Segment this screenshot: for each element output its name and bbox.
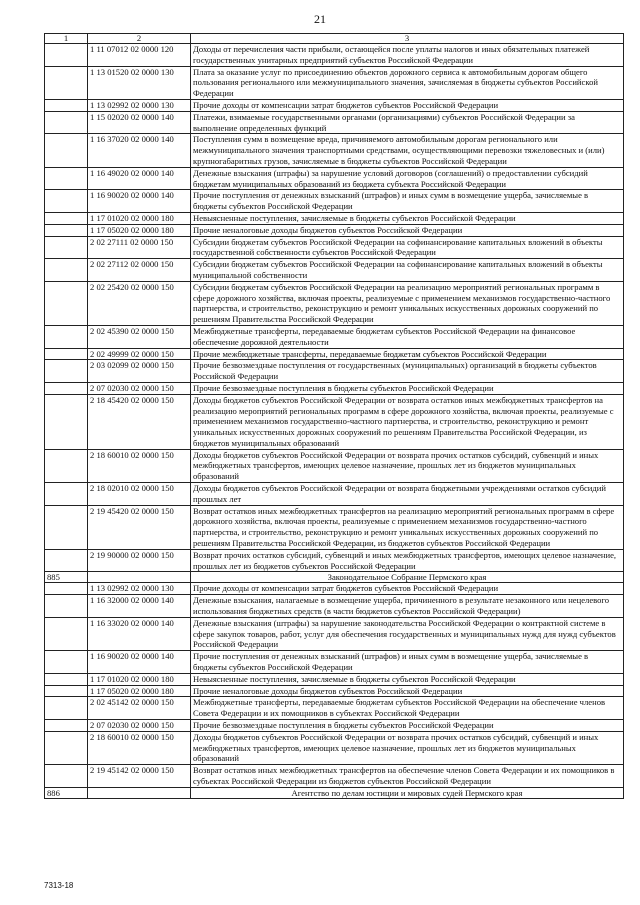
revenue-name: Денежные взыскания, налагаемые в возмещение ущерба, причиненного в результате незаконного или нецелевого использования бюджетных средств (в части бюджетов субъектов Российской Федерации) [191,595,624,618]
empty-code-cell [88,572,191,583]
revenue-name: Возврат прочих остатков субсидий, субвенций и иных межбюджетных трансфертов, имеющих целевое назначение, прошлых лет из бюджетов субъектов Российской Федерации [191,549,624,572]
admin-code-cell [45,360,88,383]
revenue-code: 2 02 25420 02 0000 150 [88,281,191,325]
empty-code-cell [88,787,191,798]
revenue-name: Доходы бюджетов субъектов Российской Федерации от возврата прочих остатков субсидий, субвенций и иных межбюджетных трансфертов, имеющих целевое назначение, прошлых лет из бюджетов муниципальных образований [191,731,624,764]
table-row [45,765,624,788]
admin-code-cell [45,224,88,236]
admin-code-cell [45,212,88,224]
admin-code-cell [45,505,88,549]
revenue-code: 1 16 33020 02 0000 140 [88,617,191,650]
revenue-code: 2 18 60010 02 0000 150 [88,731,191,764]
revenue-code: 2 18 02010 02 0000 150 [88,483,191,506]
table-row [45,167,624,190]
revenue-code: 2 02 27111 02 0000 150 [88,236,191,259]
revenue-name: Субсидии бюджетам субъектов Российской Федерации на софинансирование капитальных вложений в объекты муниципальной собственности [191,259,624,282]
admin-code-cell [45,595,88,618]
table-row [45,720,624,732]
administrator-title: Агентство по делам юстиции и мировых судей Пермского края [191,787,624,798]
revenue-code: 1 13 02992 02 0000 130 [88,583,191,595]
header-col-2: 2 [88,34,191,44]
revenue-code: 1 16 90020 02 0000 140 [88,190,191,213]
revenue-name: Прочие поступления от денежных взысканий (штрафов) и иных сумм в возмещение ущерба, зачисляемые в бюджеты субъектов Российской Федерации [191,651,624,674]
revenue-name: Межбюджетные трансферты, передаваемые бюджетам субъектов Российской Федерации на финансовое обеспечение дорожной деятельности [191,325,624,348]
table-row [45,348,624,360]
table-row [45,505,624,549]
admin-code-cell [45,111,88,134]
revenue-code: 1 16 32000 02 0000 140 [88,595,191,618]
revenue-name: Межбюджетные трансферты, передаваемые бюджетам субъектов Российской Федерации на обеспечение членов Совета Федерации и их помощников в субъектах Российской Федерации [191,697,624,720]
admin-code-cell [45,449,88,482]
admin-code-cell [45,190,88,213]
revenue-code: 2 19 45142 02 0000 150 [88,765,191,788]
table-row [45,325,624,348]
table-body [45,44,624,799]
table-row [45,259,624,282]
revenue-name: Прочие неналоговые доходы бюджетов субъектов Российской Федерации [191,224,624,236]
revenue-code: 2 03 02099 02 0000 150 [88,360,191,383]
table-row [45,673,624,685]
revenue-name: Доходы бюджетов субъектов Российской Федерации от возврата остатков иных межбюджетных трансфертов на реализацию мероприятий региональных программ в сфере дорожного хозяйства, включая проекты, реализуемые с применением механизмов государственно-частного партнерства, и строительство, реконструкцию и ремонт уникальных искусственных дорожных сооружений по решениям Правительства Российской Федерации, из бюджетов муниципальных образований [191,394,624,449]
admin-code-cell [45,281,88,325]
revenue-code: 1 15 02020 02 0000 140 [88,111,191,134]
revenue-code: 1 16 49020 02 0000 140 [88,167,191,190]
revenue-name: Прочие безвозмездные поступления в бюджеты субъектов Российской Федерации [191,720,624,732]
revenue-code: 2 07 02030 02 0000 150 [88,382,191,394]
admin-code-cell [45,685,88,697]
table-row [45,99,624,111]
revenue-name: Платежи, взимаемые государственными органами (организациями) субъектов Российской Федерации за выполнение определенных функций [191,111,624,134]
table-row [45,394,624,449]
revenue-code: 1 17 01020 02 0000 180 [88,673,191,685]
admin-code-cell [45,731,88,764]
table-row [45,685,624,697]
revenue-name: Прочие межбюджетные трансферты, передаваемые бюджетам субъектов Российской Федерации [191,348,624,360]
page-number: 21 [314,12,326,26]
revenue-name: Денежные взыскания (штрафы) за нарушение законодательства Российской Федерации о контрактной системе в сфере закупок товаров, работ, услуг для обеспечения государственных и муниципальных нужд для нужд субъектов Российской Федерации [191,617,624,650]
revenue-code: 2 18 60010 02 0000 150 [88,449,191,482]
table-row [45,651,624,674]
table-row [45,44,624,67]
revenue-code: 2 02 27112 02 0000 150 [88,259,191,282]
revenue-code: 2 19 45420 02 0000 150 [88,505,191,549]
admin-code-cell [45,583,88,595]
revenue-code: 2 07 02030 02 0000 150 [88,720,191,732]
administrator-code: 886 [45,787,88,798]
table-row [45,549,624,572]
admin-code-cell [45,325,88,348]
revenue-code: 1 11 07012 02 0000 120 [88,44,191,67]
revenue-code: 1 17 05020 02 0000 180 [88,685,191,697]
revenue-name: Доходы от перечисления части прибыли, остающейся после уплаты налогов и иных обязательных платежей государственных унитарных предприятий субъектов Российской Федерации [191,44,624,67]
admin-code-cell [45,99,88,111]
document-footer-code: 7313-18 [44,881,74,890]
admin-code-cell [45,720,88,732]
table-header-row [45,34,624,44]
administrator-group-row [45,787,624,798]
admin-code-cell [45,66,88,99]
header-col-1: 1 [45,34,88,44]
administrator-group-row [45,572,624,583]
revenue-name: Прочие доходы от компенсации затрат бюджетов субъектов Российской Федерации [191,583,624,595]
table-row [45,595,624,618]
revenue-code: 2 19 90000 02 0000 150 [88,549,191,572]
revenue-code: 2 02 45142 02 0000 150 [88,697,191,720]
revenue-name: Возврат остатков иных межбюджетных трансфертов на обеспечение членов Совета Федерации и их помощников в субъектах Российской Федерации из бюджетов субъектов Российской Федерации [191,765,624,788]
revenue-name: Невыясненные поступления, зачисляемые в бюджеты субъектов Российской Федерации [191,212,624,224]
admin-code-cell [45,348,88,360]
admin-code-cell [45,651,88,674]
admin-code-cell [45,765,88,788]
table-row [45,111,624,134]
revenue-code: 2 18 45420 02 0000 150 [88,394,191,449]
revenue-code: 1 13 01520 02 0000 130 [88,66,191,99]
table-row [45,134,624,167]
table-row [45,224,624,236]
admin-code-cell [45,259,88,282]
revenue-name: Субсидии бюджетам субъектов Российской Федерации на софинансирование капитальных вложений в объекты государственной собственности субъектов Российской Федерации [191,236,624,259]
admin-code-cell [45,549,88,572]
revenue-code: 1 13 02992 02 0000 130 [88,99,191,111]
revenue-name: Плата за оказание услуг по присоединению объектов дорожного сервиса к автомобильным дорогам общего пользования регионального или межмуниципального значения, зачисляемая в бюджеты субъектов Российской Федерации [191,66,624,99]
admin-code-cell [45,697,88,720]
table-row [45,212,624,224]
revenue-code: 2 02 49999 02 0000 150 [88,348,191,360]
revenue-code: 2 02 45390 02 0000 150 [88,325,191,348]
admin-code-cell [45,617,88,650]
table-row [45,617,624,650]
revenue-code: 1 17 05020 02 0000 180 [88,224,191,236]
table-row [45,449,624,482]
revenue-name: Поступления сумм в возмещение вреда, причиняемого автомобильным дорогам регионального или межмуниципального значения транспортными средствами, осуществляющими перевозки тяжеловесных и (или) крупногабаритных грузов, зачисляемые в бюджеты субъектов Российской Федерации [191,134,624,167]
table-row [45,236,624,259]
revenue-code: 1 17 01020 02 0000 180 [88,212,191,224]
table-row [45,697,624,720]
admin-code-cell [45,236,88,259]
revenue-name: Прочие безвозмездные поступления в бюджеты субъектов Российской Федерации [191,382,624,394]
table-row [45,66,624,99]
revenue-name: Невыясненные поступления, зачисляемые в бюджеты субъектов Российской Федерации [191,673,624,685]
revenue-name: Денежные взыскания (штрафы) за нарушение условий договоров (соглашений) о предоставлении субсидий бюджетам муниципальных образований из бюджета субъекта Российской Федерации [191,167,624,190]
table-row [45,382,624,394]
admin-code-cell [45,483,88,506]
admin-code-cell [45,394,88,449]
table-row [45,190,624,213]
admin-code-cell [45,382,88,394]
revenue-name: Субсидии бюджетам субъектов Российской Федерации на реализацию мероприятий региональных программ в сфере дорожного хозяйства, включая проекты, реализуемые с применением механизмов государственно-частного партнерства, и строительство, реконструкцию и ремонт уникальных искусственных дорожных сооружений по решениям Правительства Российской Федерации [191,281,624,325]
table-row [45,483,624,506]
table-row [45,731,624,764]
admin-code-cell [45,167,88,190]
revenue-name: Прочие безвозмездные поступления от государственных (муниципальных) организаций в бюджеты субъектов Российской Федерации [191,360,624,383]
admin-code-cell [45,44,88,67]
revenue-name: Прочие доходы от компенсации затрат бюджетов субъектов Российской Федерации [191,99,624,111]
table-row [45,583,624,595]
admin-code-cell [45,134,88,167]
administrator-code: 885 [45,572,88,583]
administrator-title: Законодательное Собрание Пермского края [191,572,624,583]
revenue-code: 1 16 37020 02 0000 140 [88,134,191,167]
revenue-name: Прочие поступления от денежных взысканий (штрафов) и иных сумм в возмещение ущерба, зачисляемые в бюджеты субъектов Российской Федерации [191,190,624,213]
revenue-name: Доходы бюджетов субъектов Российской Федерации от возврата прочих остатков субсидий, субвенций и иных межбюджетных трансфертов, имеющих целевое назначение, прошлых лет из бюджетов муниципальных образований [191,449,624,482]
revenue-name: Возврат остатков иных межбюджетных трансфертов на реализацию мероприятий региональных программ в сфере дорожного хозяйства, включая проекты, реализуемые с применением механизмов государственно-частного партнерства, и строительство, реконструкцию и ремонт уникальных искусственных дорожных сооружений по решениям Правительства Российской Федерации, из бюджетов субъектов Российской Федерации [191,505,624,549]
revenue-codes-table [44,33,624,799]
table-row [45,281,624,325]
admin-code-cell [45,673,88,685]
revenue-name: Прочие неналоговые доходы бюджетов субъектов Российской Федерации [191,685,624,697]
revenue-name: Доходы бюджетов субъектов Российской Федерации от возврата бюджетными учреждениями остатков субсидий прошлых лет [191,483,624,506]
header-col-3: 3 [191,34,624,44]
table-row [45,360,624,383]
revenue-code: 1 16 90020 02 0000 140 [88,651,191,674]
